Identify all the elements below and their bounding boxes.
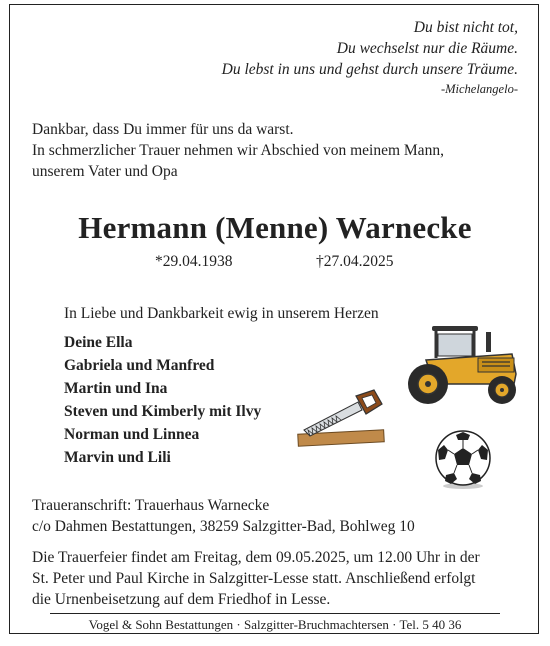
family-member: Martin und Ina [64,380,168,397]
quote-block [222,17,518,98]
intro-line: In schmerzlicher Trauer nehmen wir Abschied von meinem Mann, [32,142,444,159]
birth-date: *29.04.1938 [155,253,233,270]
address-line: Traueranschrift: Trauerhaus Warnecke [32,497,270,514]
quote-line: Du bist nicht tot, [413,19,518,36]
service-info [32,547,522,610]
handsaw-icon [296,386,386,452]
service-line: die Urnenbeisetzung auf dem Friedhof in Lesse. [32,591,331,608]
soccer-ball-icon [432,428,494,490]
tractor-icon [404,322,522,406]
family-member: Gabriela und Manfred [64,357,215,374]
family-member: Steven und Kimberly mit Ilvy [64,403,262,420]
service-line: Die Trauerfeier findet am Freitag, dem 09.05.2025, um 12.00 Uhr in der [32,549,480,566]
quote-line: Du lebst in uns und gehst durch unsere Träume. [221,61,518,78]
family-member: Norman und Linnea [64,426,200,443]
intro-line: Dankbar, dass Du immer für uns da warst. [32,121,294,138]
family-member: Deine Ella [64,334,133,351]
death-date: †27.04.2025 [316,253,394,270]
family-list [64,331,261,469]
funeral-home-footer: Vogel & Sohn Bestattungen · Salzgitter-Bruchmachtersen · Tel. 5 40 36 [88,617,462,632]
family-member: Marvin und Lili [64,449,171,466]
footer-divider [50,613,500,614]
service-line: St. Peter und Paul Kirche in Salzgitter-Lesse statt. Anschließend erfolgt [32,570,476,587]
intro-text [32,119,512,182]
address-line: c/o Dahmen Bestattungen, 38259 Salzgitter-Bad, Bohlweg 10 [32,518,415,535]
intro-line: unserem Vater und Opa [32,163,178,180]
quote-author: -Michelangelo- [440,82,518,96]
love-line: In Liebe und Dankbarkeit ewig in unserem Herzen [64,305,379,322]
deceased-name: Hermann (Menne) Warnecke [78,210,472,245]
mourning-address [32,495,415,537]
quote-line: Du wechselst nur die Räume. [336,40,518,57]
